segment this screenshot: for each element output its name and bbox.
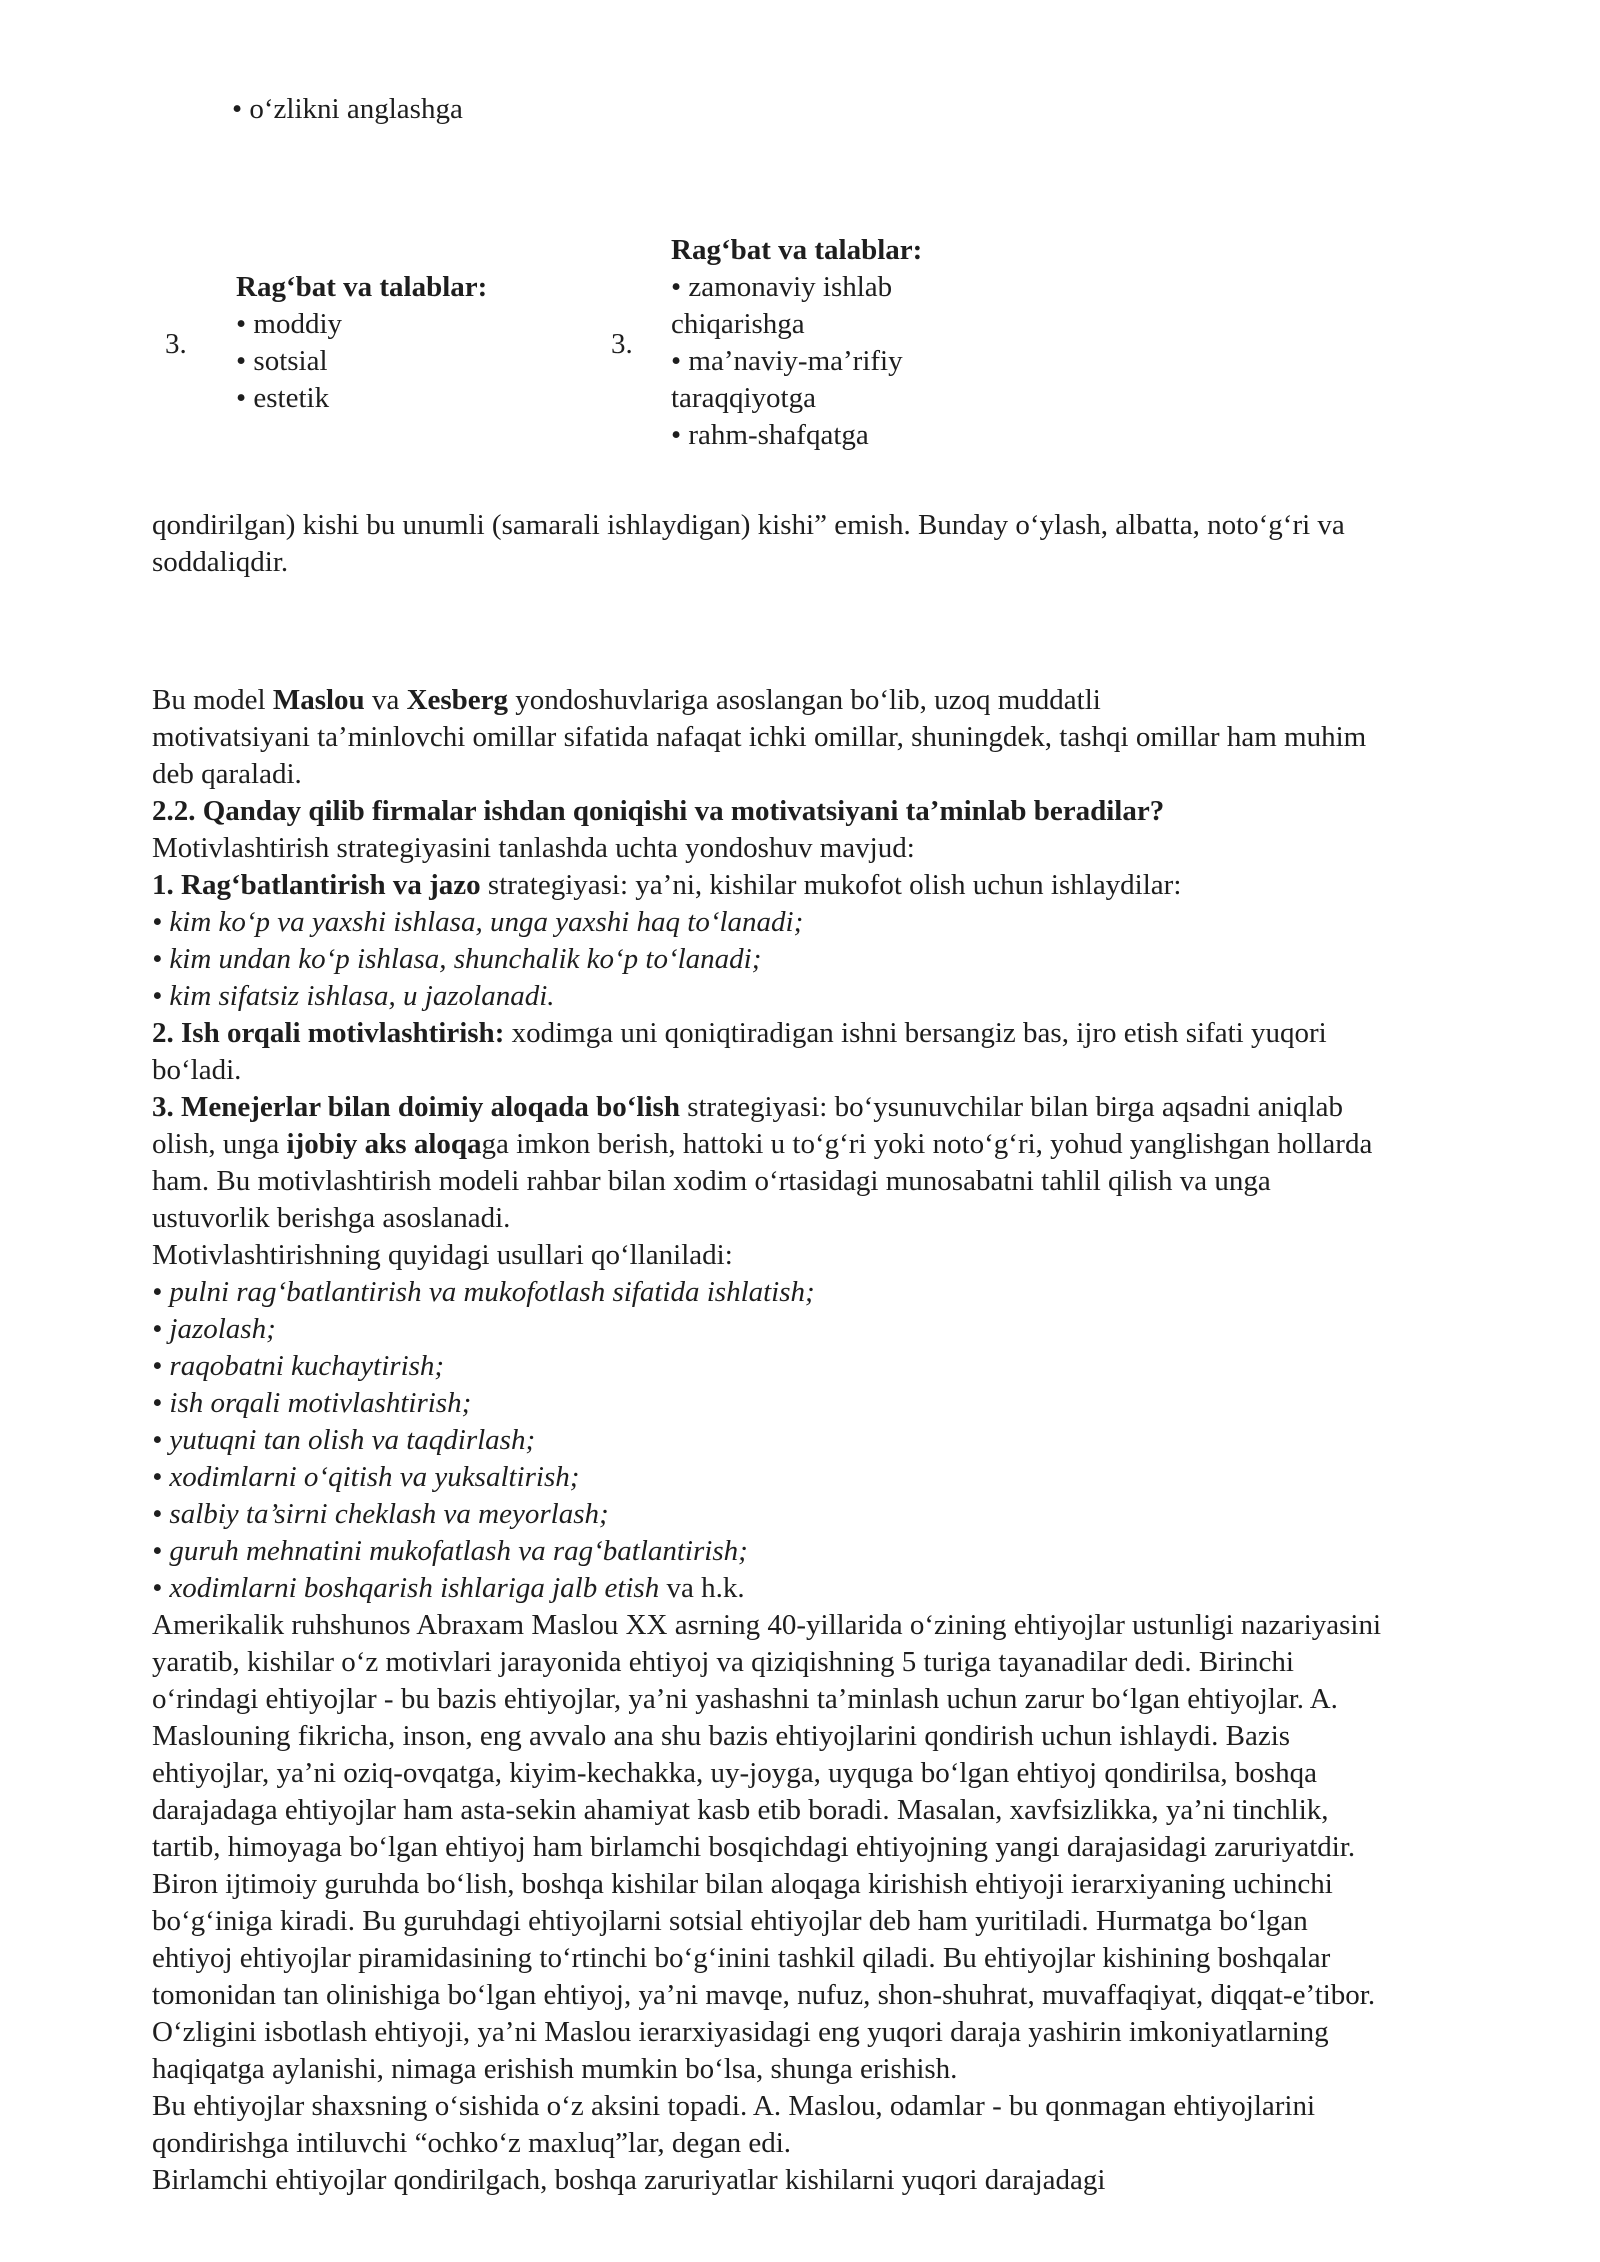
bullet-item: • kim sifatsiz ishlasa, u jazolanadi. xyxy=(152,980,555,1012)
bullet-item: • kim undan ko‘p ishlasa, shunchalik ko‘p to‘lanadi; xyxy=(152,943,762,975)
strategy-line: 3. Menejerlar bilan doimiy aloqada bo‘lish strategiyasi: bo‘ysunuvchilar bilan birga aqsadni aniqlab xyxy=(152,1091,1344,1123)
paragraph-line: tartib, himoyaga bo‘lgan ehtiyoj ham birlamchi bosqichdagi ehtiyojning yangi darajasidagi zaruriyatdir. xyxy=(152,1831,1356,1863)
cell-item: • sotsial xyxy=(236,345,328,377)
paragraph-line: bo‘ladi. xyxy=(152,1054,242,1086)
paragraph-line: Biron ijtimoiy guruhda bo‘lish, boshqa kishilar bilan aloqaga kirishish ehtiyoji ierarxiyaning uchinchi xyxy=(152,1868,1333,1900)
paragraph-line: qondirilgan) kishi bu unumli (samarali ishlaydigan) kishi” emish. Bunday o‘ylash, albatta, noto‘g‘ri va xyxy=(152,509,1345,541)
paragraph-line: O‘zligini isbotlash ehtiyoji, ya’ni Maslou ierarxiyasidagi eng yuqori daraja yashirin imkoniyatlarning xyxy=(152,2016,1329,2048)
bullet-item: • raqobatni kuchaytirish; xyxy=(152,1350,445,1382)
cell-item: • ma’naviy-ma’rifiy xyxy=(671,345,903,377)
paragraph-line: motivatsiyani ta’minlovchi omillar sifatida nafaqat ichki omillar, shuningdek, tashqi omillar ham muhim xyxy=(152,721,1367,753)
paragraph-line: deb qaraladi. xyxy=(152,758,302,790)
row-number: 3. xyxy=(611,328,633,360)
strategy-line: 1. Rag‘batlantirish va jazo strategiyasi: ya’ni, kishilar mukofot olish uchun ishlaydilar: xyxy=(152,869,1182,901)
paragraph-line: ustuvorlik berishga asoslanadi. xyxy=(152,1202,511,1234)
cell-heading: Rag‘bat va talablar: xyxy=(236,271,488,303)
cell-item: taraqqiyotga xyxy=(671,382,816,414)
bullet-item: • pulni rag‘batlantirish va mukofotlash sifatida ishlatish; xyxy=(152,1276,815,1308)
strategy-line: 2. Ish orqali motivlashtirish: xodimga uni qoniqtiradigan ishni bersangiz bas, ijro etish sifati yuqori xyxy=(152,1017,1327,1049)
paragraph-line: Amerikalik ruhshunos Abraxam Maslou XX asrning 40-yillarida o‘zining ehtiyojlar ustunligi nazariyasini xyxy=(152,1609,1382,1641)
paragraph-line: qondirishga intiluvchi “ochko‘z maxluq”lar, degan edi. xyxy=(152,2127,792,2159)
paragraph-line: o‘rindagi ehtiyojlar - bu bazis ehtiyojlar, ya’ni yashashni ta’minlash uchun zarur bo‘lgan ehtiyojlar. A. xyxy=(152,1683,1338,1715)
table-cell-left xyxy=(236,269,487,417)
main-text xyxy=(152,507,1532,2199)
paragraph-line: ham. Bu motivlashtirish modeli rahbar bilan xodim o‘rtasidagi munosabatni tahlil qilish va unga xyxy=(152,1165,1271,1197)
author-name: Maslou xyxy=(272,684,365,716)
bullet-item: • kim ko‘p va yaxshi ishlasa, unga yaxshi haq to‘lanadi; xyxy=(152,906,804,938)
section-heading: 2.2. Qanday qilib firmalar ishdan qoniqishi va motivatsiyani ta’minlab beradilar? xyxy=(152,795,1165,827)
paragraph-line: yaratib, kishilar o‘z motivlari jarayonida ehtiyoj va qiziqishning 5 turiga tayanadilar dedi. Birinchi xyxy=(152,1646,1294,1678)
bullet-item: • guruh mehnatini mukofatlash va rag‘batlantirish; xyxy=(152,1535,748,1567)
bullet-item: • yutuqni tan olish va taqdirlash; xyxy=(152,1424,536,1456)
paragraph-line: soddaliqdir. xyxy=(152,546,289,578)
paragraph-line: ehtiyoj ehtiyojlar piramidasining to‘rtinchi bo‘g‘inini tashkil qiladi. Bu ehtiyojlar kishining boshqalar xyxy=(152,1942,1331,1974)
paragraph-line: haqiqatga aylanishi, nimaga erishish mumkin bo‘lsa, shunga erishish. xyxy=(152,2053,958,2085)
paragraph-line: bo‘g‘iniga kiradi. Bu guruhdagi ehtiyojlarni sotsial ehtiyojlar deb ham yuritiladi. Hurmatga bo‘lgan xyxy=(152,1905,1308,1937)
paragraph-line: Birlamchi ehtiyojlar qondirilgach, boshqa zaruriyatlar kishilarni yuqori darajadagi xyxy=(152,2164,1106,2196)
paragraph-line: tomonidan tan olinishiga bo‘lgan ehtiyoj, ya’ni mavqe, nufuz, shon-shuhrat, muvaffaqiyat, diqqat-e’tibor. xyxy=(152,1979,1376,2011)
paragraph-line: Maslouning fikricha, inson, eng avvalo ana shu bazis ehtiyojlarini qondirish uchun ishlaydi. Bazis xyxy=(152,1720,1291,1752)
cell-heading: Rag‘bat va talablar: xyxy=(671,234,923,266)
bullet-item: • jazolash; xyxy=(152,1313,276,1345)
author-name: Xesberg xyxy=(406,684,509,716)
row-number: 3. xyxy=(165,328,187,360)
spacer xyxy=(152,581,1532,682)
cell-item: • moddiy xyxy=(236,308,343,340)
needs-table xyxy=(165,234,965,464)
bullet-item: • o‘zlikni anglashga xyxy=(232,93,463,125)
paragraph-line: Bu model Maslou va Xesberg yondoshuvlariga asoslangan bo‘lib, uzoq muddatli xyxy=(152,684,1101,716)
cell-item: chiqarishga xyxy=(671,308,805,340)
bullet-item: • ish orqali motivlashtirish; xyxy=(152,1387,472,1419)
cell-item: • estetik xyxy=(236,382,330,414)
table-cell-right xyxy=(671,232,922,454)
paragraph-line: darajadaga ehtiyojlar ham asta-sekin ahamiyat kasb etib boradi. Masalan, xavfsizlikka, ya’ni tinchlik, xyxy=(152,1794,1329,1826)
bullet-item: • salbiy ta’sirni cheklash va meyorlash; xyxy=(152,1498,609,1530)
paragraph-line: Motivlashtirishning quyidagi usullari qo‘llaniladi: xyxy=(152,1239,733,1271)
paragraph-line: Motivlashtirish strategiyasini tanlashda uchta yondoshuv mavjud: xyxy=(152,832,915,864)
bullet-item: • xodimlarni o‘qitish va yuksaltirish; xyxy=(152,1461,580,1493)
paragraph-line: olish, unga ijobiy aks aloqaga imkon berish, hattoki u to‘g‘ri yoki noto‘g‘ri, yohud yanglishgan hollarda xyxy=(152,1128,1373,1160)
bullet-item: • xodimlarni boshqarish ishlariga jalb etish va h.k. xyxy=(152,1572,745,1604)
paragraph-line: Bu ehtiyojlar shaxsning o‘sishida o‘z aksini topadi. A. Maslou, odamlar - bu qonmagan ehtiyojlarini xyxy=(152,2090,1316,2122)
cell-item: • rahm-shafqatga xyxy=(671,419,869,451)
paragraph-line: ehtiyojlar, ya’ni oziq-ovqatga, kiyim-kechakka, uy-joyga, uyquga bo‘lgan ehtiyoj qondirilsa, boshqa xyxy=(152,1757,1317,1789)
cell-item: • zamonaviy ishlab xyxy=(671,271,893,303)
